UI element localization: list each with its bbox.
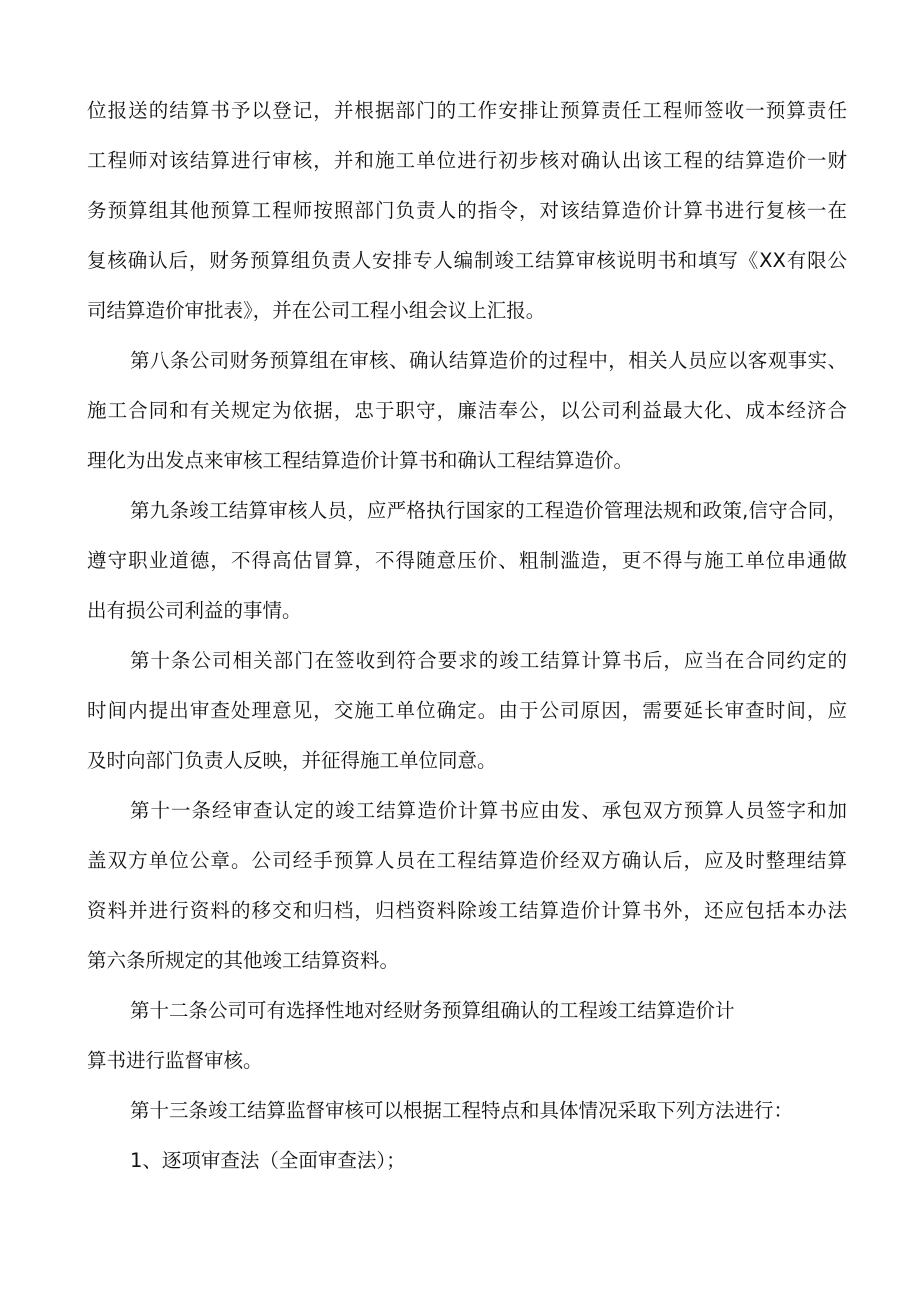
paragraph-start-line: 第十一条经审查认定的竣工结算造价计算书应由发、承包双方预算人员签字和加: [130, 799, 847, 822]
text-line: 务预算组其他预算工程师按照部门负责人的指令，对该结算造价计算书进行复核一在: [87, 199, 847, 222]
text-line: 施工合同和有关规定为依据，忠于职守，廉洁奉公，以公司利益最大化、成本经济合: [87, 399, 847, 422]
paragraph-start-line: 第十三条竣工结算监督审核可以根据工程特点和具体情况采取下列方法进行：: [130, 1099, 794, 1122]
text-line: 工程师对该结算进行审核，并和施工单位进行初步核对确认出该工程的结算造价一财: [87, 149, 847, 172]
text-line: 司结算造价审批表》，并在公司工程小组会议上汇报。: [87, 299, 546, 322]
text-line: 出有损公司利益的事情。: [87, 599, 302, 622]
text-line: 复核确认后，财务预算组负责人安排专人编制竣工结算审核说明书和填写《XX有限公: [87, 249, 847, 272]
text-line: 理化为出发点来审核工程结算造价计算书和确认工程结算造价。: [87, 449, 634, 472]
text-line: 盖双方单位公章。公司经手预算人员在工程结算造价经双方确认后，应及时整理结算: [87, 849, 847, 872]
paragraph-start-line: 第十二条公司可有选择性地对经财务预算组确认的工程竣工结算造价计: [130, 999, 735, 1022]
paragraph-start-line: 第十条公司相关部门在签收到符合要求的竣工结算计算书后，应当在合同约定的: [130, 649, 847, 672]
text-line: 资料并进行资料的移交和归档，归档资料除竣工结算造价计算书外，还应包括本办法: [87, 899, 847, 922]
text-line: 时间内提出审查处理意见，交施工单位确定。由于公司原因，需要延长审查时间，应: [87, 699, 847, 722]
text-line: 位报送的结算书予以登记，并根据部门的工作安排让预算责任工程师签收一预算责任: [87, 99, 847, 122]
paragraph-start-line: 第九条竣工结算审核人员，应严格执行国家的工程造价管理法规和政策,信守合同，: [130, 499, 847, 522]
list-item: 1、逐项审查法（全面审查法）；: [130, 1149, 406, 1172]
text-line: 及时向部门负责人反映，并征得施工单位同意。: [87, 749, 497, 772]
text-line: 遵守职业道德，不得高估冒算，不得随意压价、粗制滥造，更不得与施工单位串通做: [87, 549, 847, 572]
text-line: 算书进行监督审核。: [87, 1049, 263, 1072]
paragraph-start-line: 第八条公司财务预算组在审核、确认结算造价的过程中，相关人员应以客观事实、: [130, 349, 847, 372]
text-line: 第六条所规定的其他竣工结算资料。: [87, 949, 400, 972]
